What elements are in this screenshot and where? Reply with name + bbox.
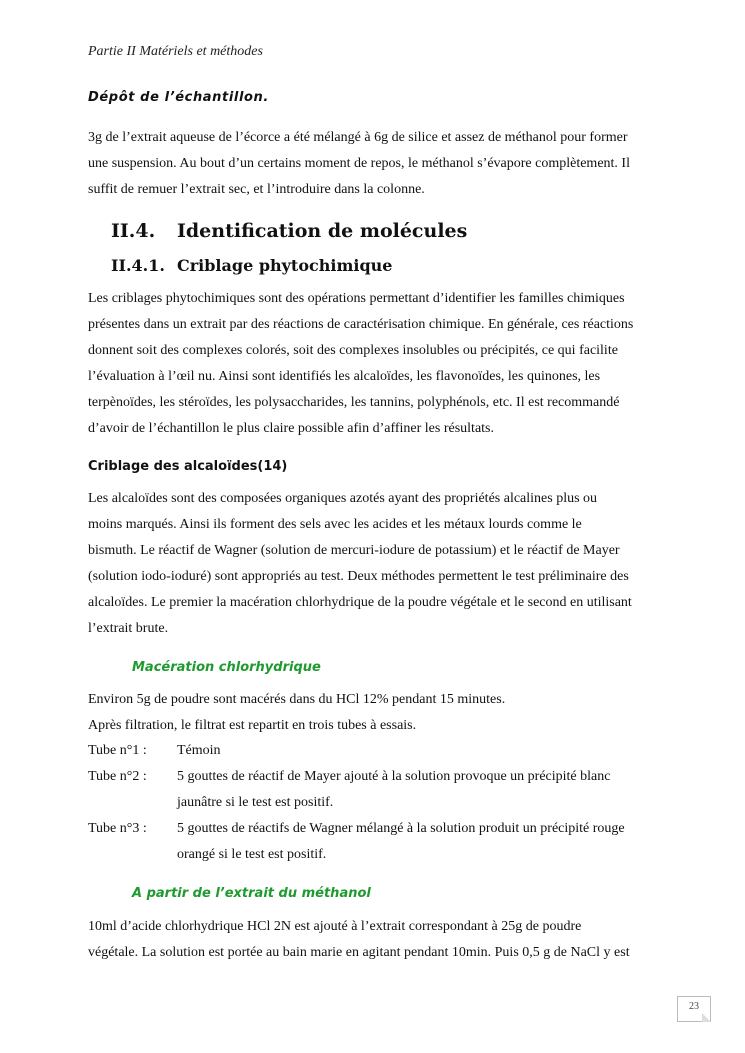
alcaloides-line: l’extrait brute. bbox=[88, 621, 169, 636]
depot-line: 3g de l’extrait aqueuse de l’écorce a été mélangé à 6g de silice et assez de méthanol pour former bbox=[88, 130, 628, 145]
alcaloides-line: moins marqués. Ainsi ils forment des sels avec les acides et les métaux lourds comme le bbox=[88, 517, 582, 532]
subsection-title: Criblage phytochimique bbox=[177, 256, 393, 275]
page-curl-icon bbox=[702, 1013, 711, 1022]
section-number: II.4. bbox=[111, 220, 156, 242]
depot-line: une suspension. Au bout d’un certains moment de repos, le méthanol s’évapore complètement. Il bbox=[88, 156, 630, 171]
maceration-line: Après filtration, le filtrat est repartit en trois tubes à essais. bbox=[88, 718, 417, 733]
alcaloides-line: Les alcaloïdes sont des composées organiques azotés ayant des propriétés alcalines plus ou bbox=[88, 491, 598, 506]
criblage-line: Les criblages phytochimiques sont des opérations permettant d’identifier les familles chimiques bbox=[88, 291, 625, 306]
section-title: Identification de molécules bbox=[177, 220, 468, 242]
alcaloides-line: (solution iodo-ioduré) sont appropriés au test. Deux méthodes permettent le test préliminaire des bbox=[88, 569, 629, 584]
tube-label: Tube n°3 : bbox=[88, 821, 147, 836]
tube-description: Témoin bbox=[177, 743, 221, 758]
criblage-line: l’évaluation à l’œil nu. Ainsi sont identifiés les alcaloïdes, les flavonoïdes, les quinones, les bbox=[88, 369, 601, 384]
alcaloides-line: alcaloïdes. Le premier la macération chlorhydrique de la poudre végétale et le second en utilisant bbox=[88, 595, 632, 610]
subsection-number: II.4.1. bbox=[111, 256, 165, 275]
tube-label: Tube n°2 : bbox=[88, 769, 147, 784]
criblage-line: terpènoïdes, les stéroïdes, les polysaccharides, les tannins, polyphénols, etc. Il est recommandé bbox=[88, 395, 620, 410]
tube-description: orangé si le test est positif. bbox=[177, 847, 327, 862]
tube-label: Tube n°1 : bbox=[88, 743, 147, 758]
page-number: 23 bbox=[689, 1001, 699, 1012]
alcaloides-line: bismuth. Le réactif de Wagner (solution de mercuri-iodure de potassium) et le réactif de Mayer bbox=[88, 543, 620, 558]
depot-line: suffit de remuer l’extrait sec, et l’introduire dans la colonne. bbox=[88, 182, 425, 197]
criblage-line: d’avoir de l’échantillon le plus claire possible afin d’affiner les résultats. bbox=[88, 421, 494, 436]
alcaloides-heading: Criblage des alcaloïdes(14) bbox=[88, 459, 288, 474]
depot-heading: Dépôt de l’échantillon. bbox=[88, 90, 269, 105]
methanol-heading: A partir de l’extrait du méthanol bbox=[132, 886, 371, 901]
methanol-line: 10ml d’acide chlorhydrique HCl 2N est ajouté à l’extrait correspondant à 25g de poudre bbox=[88, 919, 582, 934]
criblage-line: donnent soit des complexes colorés, soit des complexes insolubles ou précipités, ce qui facilite bbox=[88, 343, 618, 358]
tube-description: 5 gouttes de réactif de Mayer ajouté à la solution provoque un précipité blanc bbox=[177, 769, 611, 784]
tube-description: 5 gouttes de réactifs de Wagner mélangé à la solution produit un précipité rouge bbox=[177, 821, 625, 836]
tube-description: jaunâtre si le test est positif. bbox=[177, 795, 334, 810]
methanol-line: végétale. La solution est portée au bain marie en agitant pendant 10min. Puis 0,5 g de NaCl y est bbox=[88, 945, 630, 960]
maceration-heading: Macération chlorhydrique bbox=[132, 660, 321, 675]
maceration-line: Environ 5g de poudre sont macérés dans du HCl 12% pendant 15 minutes. bbox=[88, 692, 506, 707]
criblage-line: présentes dans un extrait par des réactions de caractérisation chimique. En générale, ces réactions bbox=[88, 317, 634, 332]
page-number-box bbox=[677, 996, 711, 1022]
running-header: Partie II Matériels et méthodes bbox=[88, 44, 263, 59]
